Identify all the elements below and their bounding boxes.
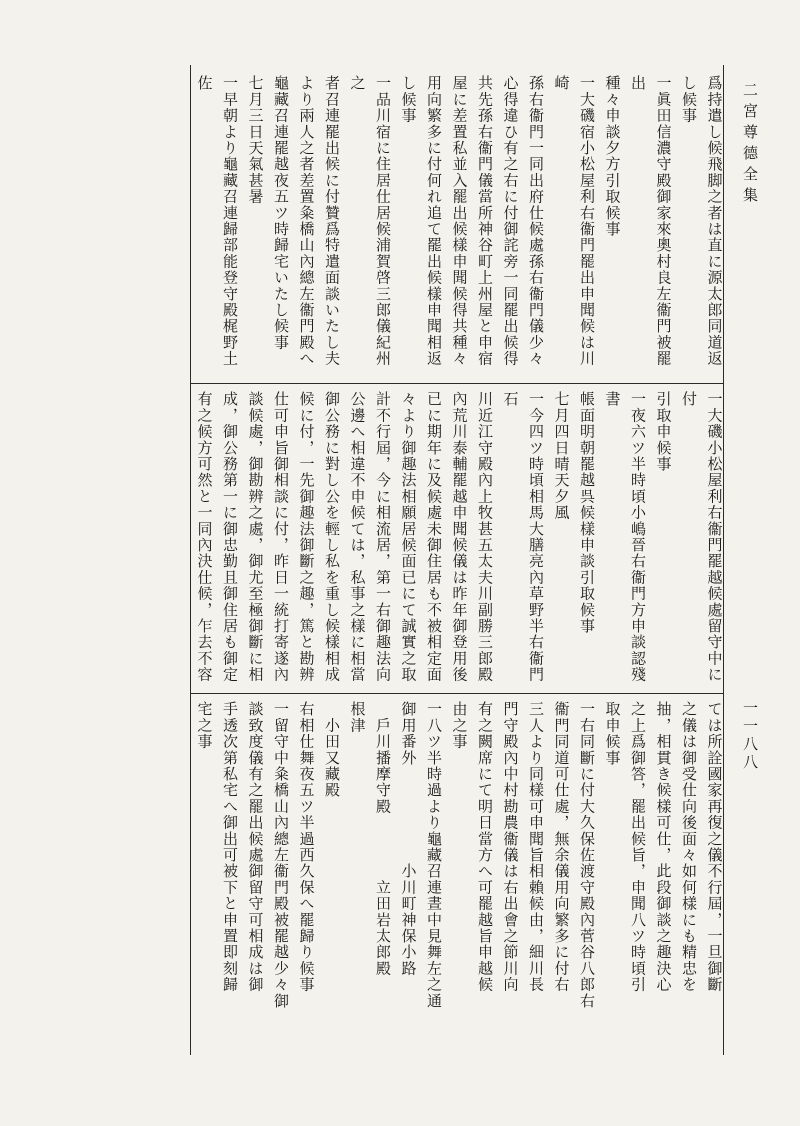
text-column: 一留守中粂橋山內總左衞門殿被罷越少々御 [272, 701, 290, 1009]
text-column: 談候處，御勘辨之處，御尤至極御斷に相 [246, 391, 265, 683]
middle-tier [191, 391, 723, 685]
text-column: 取申候事 [603, 701, 622, 766]
text-column: 由之事 [450, 701, 469, 750]
text-column: 龜藏召連罷越夜五ツ時歸宅いたし候事 [272, 75, 290, 351]
text-column: 引取申候事 [654, 391, 673, 472]
text-column: 宅之事 [195, 701, 214, 750]
text-column: 者召連罷出候に付贊爲特遣面談いたし夫 [323, 75, 341, 367]
text-column: 三人より同樣可申聞旨相賴候由，細川長 [527, 701, 545, 993]
text-column: 川近江守殿內上牧甚五太夫川副勝三郎殿 [476, 391, 494, 683]
text-column: 根津 [348, 701, 367, 734]
text-column: 仕可申旨御相談に付，昨日一統打寄遂內 [272, 391, 290, 683]
text-column: 候に付，一先御趣法御斷之趣，篤と勘辨 [297, 391, 316, 683]
text-column: 公邊へ相違不申候ては，私事之樣に相當 [348, 391, 367, 683]
text-column: 共先孫右衞門儀當所神谷町上州屋と申宿 [476, 75, 494, 367]
text-column: 七月四日晴天夕風 [552, 391, 571, 521]
text-column: 一大磯小松屋利右衞門罷越候處留守中に付 [680, 391, 723, 683]
text-column: 心得違ひ有之右に付御詫旁一同罷出候得 [501, 75, 520, 367]
middle-tier-text [191, 391, 723, 685]
text-column: 一品川宿に住居仕居候浦賀啓三郎儀紀州之 [348, 75, 392, 367]
text-column: 一大磯宿小松屋利右衞門罷出申聞候は川崎 [552, 75, 596, 367]
text-column: し候事 [680, 75, 698, 124]
text-column: 一八ツ半時過より龜藏召連晝中見舞左之通 [425, 701, 443, 1009]
text-column: 種々申談夕方引取候事 [603, 75, 622, 237]
text-column: 一早朝より龜藏召連歸部能登守殿梶野土佐 [195, 75, 239, 367]
text-column: より兩人之者差置粂橋山內總左衞門殿へ [297, 75, 316, 367]
tier-divider [191, 383, 723, 384]
text-column: 一今四ツ時頃相馬大膳亮內草野半右衞門石 [501, 391, 545, 683]
text-column: 孫右衞門一同出府仕候處孫右衞門儀少々 [527, 75, 545, 367]
running-title: 二宮尊德全集 [741, 82, 759, 208]
text-column: 已に期年に及候處未御住居も不被相定面 [425, 391, 443, 683]
text-column: 小田又藏殿 [323, 701, 341, 799]
text-column: 爲持遣し候飛脚之者は直に源太郎同道返 [705, 75, 723, 367]
text-column: ては所詮國家再復之儀不行屆，一旦御斷 [705, 701, 723, 993]
text-column: 有之候方可然と一同內決仕候，乍去不容 [195, 391, 214, 683]
lower-tier-text [191, 701, 723, 1043]
upper-tier [191, 75, 723, 375]
text-column: 右相仕舞夜五ツ半過西久保へ罷歸り候事 [297, 701, 316, 993]
tier-divider [191, 693, 723, 694]
text-column: 々より御趣法相願居候面已にて誠實之取 [399, 391, 418, 683]
text-column: 一眞田信濃守殿御家來奧村良左衞門被罷出 [629, 75, 673, 367]
text-column: 之儀は御受仕向後面々如何樣にも精忠を [680, 701, 698, 993]
page-number: 一一八八 [741, 700, 759, 772]
text-frame [190, 65, 724, 1055]
text-column: 用向繁多に付何れ追て罷出候樣申聞相返 [425, 75, 443, 367]
text-column: 有之闕席にて明日當方へ可罷越旨申越候 [476, 701, 494, 993]
text-column: 衞門同道可仕處，無余儀用向繁多に付右 [552, 701, 571, 993]
text-column: 屋に差置私並入罷出候樣申聞候得共種々 [450, 75, 469, 367]
text-column: 七月三日天氣甚暑 [246, 75, 265, 205]
text-column: 帳面明朝罷越呉候樣申談引取候事 [578, 391, 596, 634]
text-column: 一右同斷に付大久保佐渡守殿內菅谷八郎右 [578, 701, 596, 1009]
text-column: 成，御公務第一に御忠勤且御住居も御定 [221, 391, 239, 683]
text-column: 戶川播摩守殿 立田岩太郎殿 [374, 701, 392, 977]
text-column: 抽，相貫き候樣可仕，此段御談之趣決心 [654, 701, 673, 993]
text-column: 一夜六ツ半時頃小嶋晉右衞門方申談認殘書 [603, 391, 647, 683]
text-column: 御用番外 小川町神保小路 [399, 701, 418, 977]
lower-tier [191, 701, 723, 1043]
text-column: 談致度儀有之罷出候處御留守可相成は御 [246, 701, 265, 993]
text-column: 御公務に對し公を輕し私を重し候樣相成 [323, 391, 341, 683]
text-column: 手透次第私宅へ御出可被下と申置即刻歸 [221, 701, 239, 993]
upper-tier-text [191, 75, 723, 375]
text-column: し候事 [399, 75, 418, 124]
text-column: 內荒川泰輔罷越申聞候儀は昨年御登用後 [450, 391, 469, 683]
text-column: 計不行屆，今に相流居，第一右御趣法向 [374, 391, 392, 683]
text-column: 之上爲御答，罷出候旨，申聞八ツ時頃引 [629, 701, 647, 993]
text-column: 門守殿內中村勘農衞儀は右出會之節川向 [501, 701, 520, 993]
